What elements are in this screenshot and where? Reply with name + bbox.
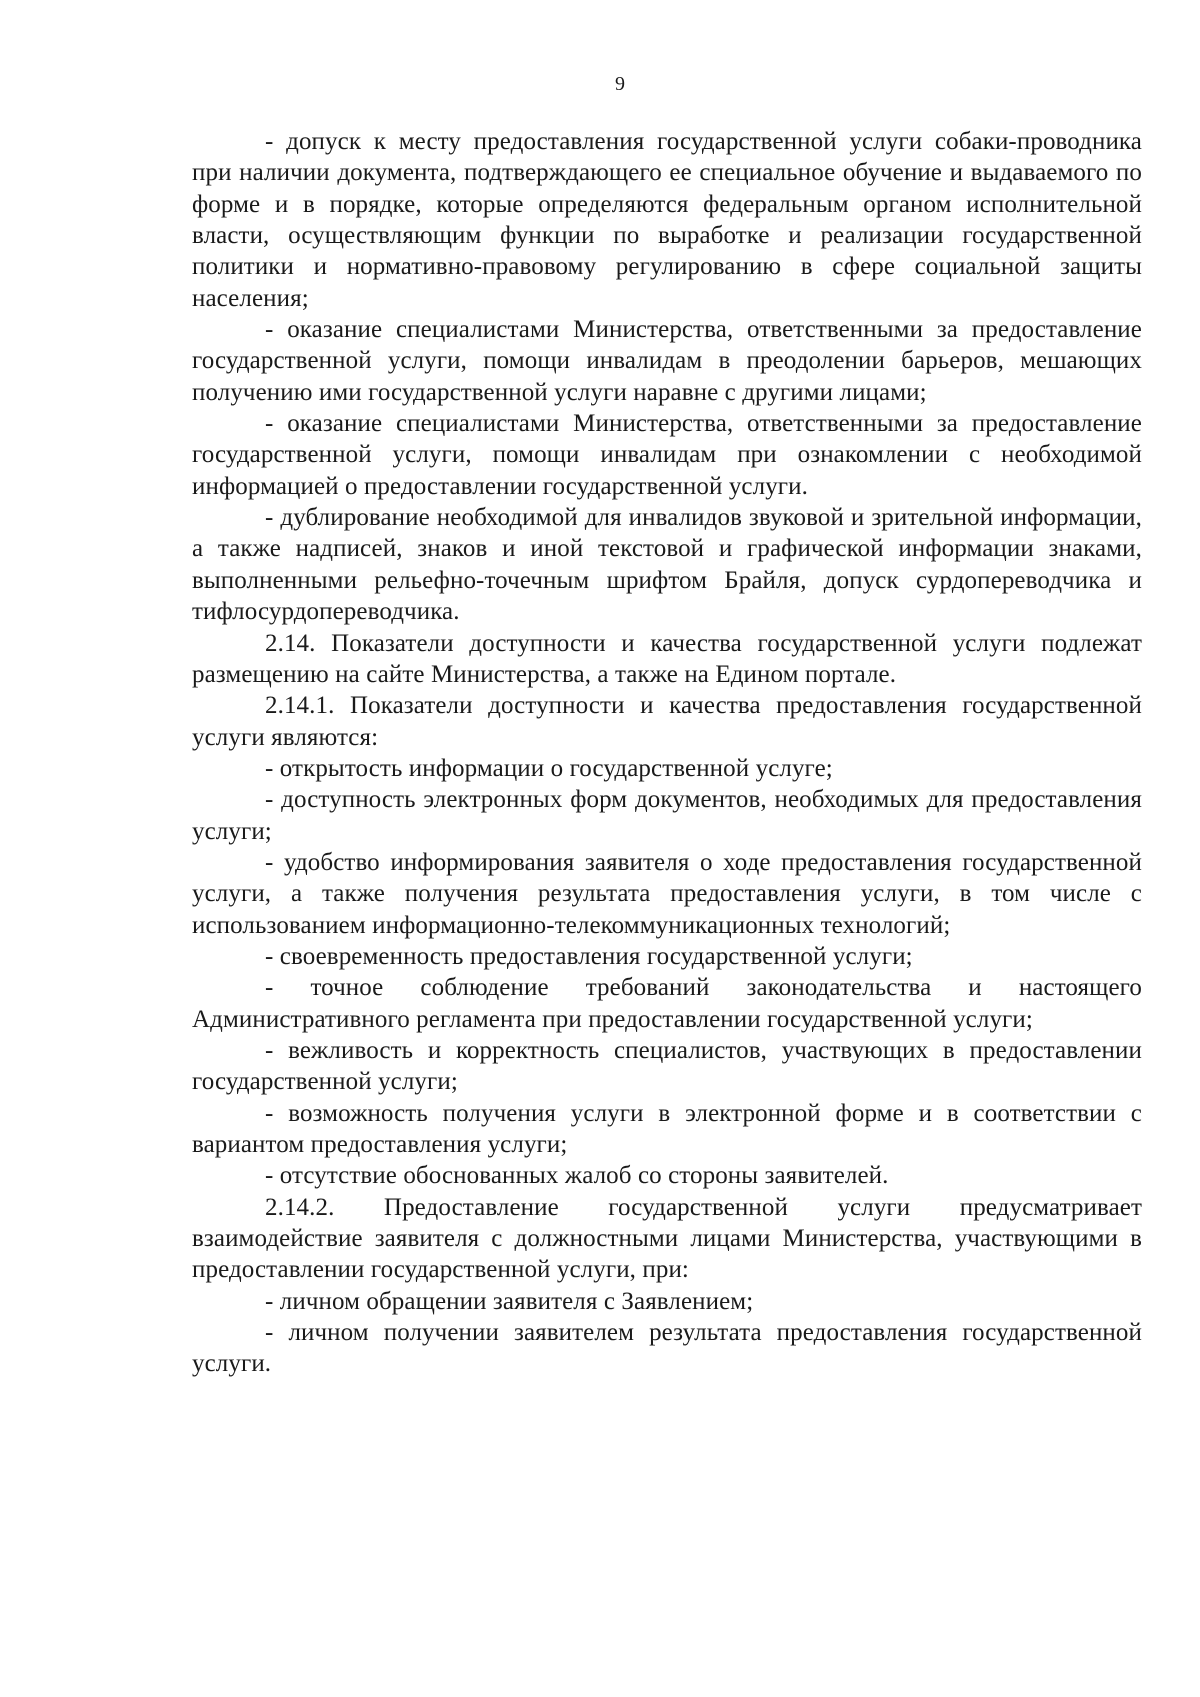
paragraph-convenience: - удобство информирования заявителя о ходе предоставления государственной услуги, а также получения результата предоставления услуги, в том числе с использованием информационно-телекоммуникационных технологий;: [192, 848, 1142, 939]
paragraph-2-14-2: 2.14.2. Предоставление государственной услуги предусматривает взаимодействие заявителя с должностными лицами Министерства, участвующими в предоставлении государственной услуги, при:: [192, 1193, 1142, 1284]
paragraph-compliance: - точное соблюдение требований законодательства и настоящего Административного регламента при предоставлении государственной услуги;: [192, 974, 1142, 1033]
paragraph-help-information: - оказание специалистами Министерства, ответственными за предоставление государственной услуги, помощи инвалидам при ознакомлении с необходимой информацией о предоставлении государственной услуги.: [192, 410, 1142, 500]
paragraph-guide-dog: - допуск к месту предоставления государственной услуги собаки-проводника при наличии документа, подтверждающего ее специальное обучение и выдаваемого по форме и в порядке, которые определяются федеральным органом исполнительной власти, осуществляющим функции по выработке и реализации государственной политики и нормативно-правовому регулированию в сфере социальной защиты населения;: [192, 128, 1142, 312]
paragraph-politeness: - вежливость и корректность специалистов, участвующих в предоставлении государственной услуги;: [192, 1036, 1142, 1096]
paragraph-duplication-braille: - дублирование необходимой для инвалидов звуковой и зрительной информации, а также надписей, знаков и иной текстовой и графической информации знаками, выполненными рельефно-точечным шрифтом Брайля, допуск сурдопереводчика и тифлосурдопереводчика.: [192, 504, 1142, 626]
paragraph-2-14: 2.14. Показатели доступности и качества государственной услуги подлежат размещению на сайте Министерства, а также на Едином портале.: [192, 629, 1142, 688]
paragraph-no-complaints: - отсутствие обоснованных жалоб со стороны заявителей.: [265, 1162, 889, 1190]
paragraph-openness: - открытость информации о государственной услуге;: [265, 754, 833, 782]
paragraph-personal-appeal: - личном обращении заявителя с Заявлением;: [265, 1287, 754, 1315]
paragraph-personal-receipt: - личном получении заявителем результата предоставления государственной услуги.: [192, 1319, 1142, 1378]
paragraph-electronic-service: - возможность получения услуги в электронной форме и в соответствии с вариантом предоставления услуги;: [192, 1099, 1142, 1158]
document-body: [192, 126, 1142, 1380]
page-number: 9: [615, 73, 625, 95]
paragraph-timeliness: - своевременность предоставления государственной услуги;: [265, 942, 913, 970]
paragraph-2-14-1: 2.14.1. Показатели доступности и качества предоставления государственной услуги являются:: [192, 692, 1142, 751]
paragraph-help-barriers: - оказание специалистами Министерства, ответственными за предоставление государственной услуги, помощи инвалидам в преодолении барьеров, мешающих получению ими государственной услуги наравне с другими лицами;: [192, 316, 1142, 406]
paragraph-electronic-forms: - доступность электронных форм документов, необходимых для предоставления услуги;: [192, 786, 1142, 845]
